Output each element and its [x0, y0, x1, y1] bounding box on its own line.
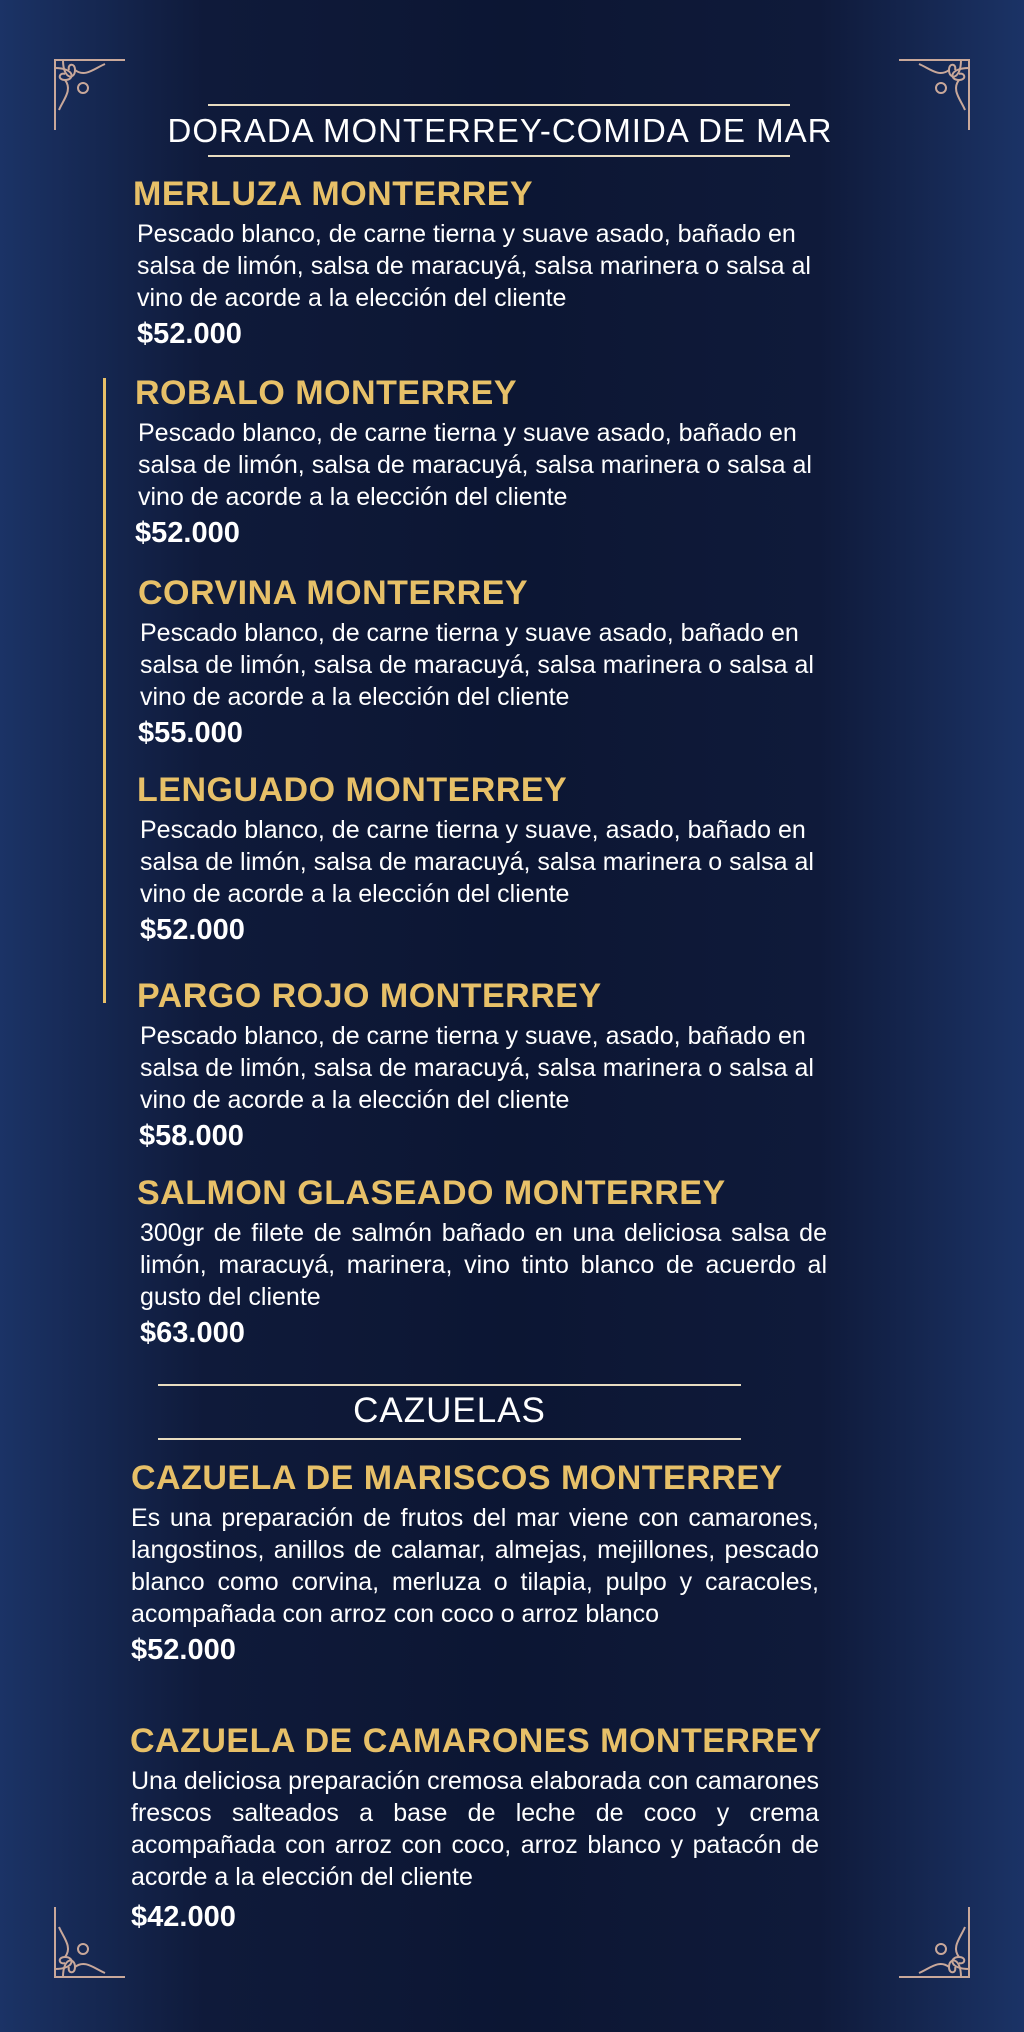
- menu-item: [130, 1721, 890, 1935]
- menu-item: [131, 1458, 871, 1668]
- item-description: 300gr de filete de salmón bañado en una deliciosa salsa de limón, maracuyá, marinera, vino tinto blanco de acuerdo al gusto del cliente: [140, 1219, 827, 1311]
- item-description: Pescado blanco, de carne tierna y suave, asado, bañado en salsa de limón, salsa de maracuyá, salsa marinera o salsa al vino de acorde a la elección del cliente: [140, 816, 814, 908]
- item-name: PARGO ROJO MONTERREY: [137, 977, 602, 1015]
- item-name: SALMON GLASEADO MONTERREY: [137, 1174, 726, 1212]
- menu-item: [137, 976, 837, 1154]
- item-description: Pescado blanco, de carne tierna y suave asado, bañado en salsa de limón, salsa de maracuyá, salsa marinera o salsa al vino de acorde a la elección del cliente: [137, 220, 811, 312]
- section-title: DORADA MONTERREY-COMIDA DE MAR: [167, 112, 833, 149]
- item-name: MERLUZA MONTERREY: [133, 175, 534, 213]
- menu-item: [133, 174, 833, 352]
- menu-item: [137, 1173, 837, 1351]
- item-name: LENGUADO MONTERREY: [137, 771, 568, 809]
- item-name: CORVINA MONTERREY: [138, 574, 529, 612]
- menu-item: [135, 373, 835, 551]
- item-price: $58.000: [139, 1120, 244, 1152]
- corner-ornament-icon: [45, 1897, 135, 1987]
- menu-item: [138, 573, 838, 751]
- corner-ornament-icon: [889, 1897, 979, 1987]
- item-name: CAZUELA DE CAMARONES MONTERREY: [130, 1722, 822, 1760]
- item-price: $52.000: [140, 914, 245, 946]
- accent-bar: [103, 378, 106, 1003]
- menu-item: [137, 770, 837, 948]
- section-title: CAZUELAS: [353, 1391, 546, 1430]
- item-price: $42.000: [131, 1901, 236, 1933]
- item-name: ROBALO MONTERREY: [135, 374, 517, 412]
- item-description: Pescado blanco, de carne tierna y suave asado, bañado en salsa de limón, salsa de maracuyá, salsa marinera o salsa al vino de acorde a la elección del cliente: [140, 619, 814, 711]
- item-price: $52.000: [137, 318, 242, 350]
- header-bottom-rule: [158, 1438, 741, 1440]
- item-price: $55.000: [138, 717, 243, 749]
- item-description: Pescado blanco, de carne tierna y suave, asado, bañado en salsa de limón, salsa de maracuyá, salsa marinera o salsa al vino de acorde a la elección del cliente: [140, 1022, 814, 1114]
- item-name: CAZUELA DE MARISCOS MONTERREY: [131, 1459, 783, 1497]
- item-price: $52.000: [135, 517, 240, 549]
- header-bottom-rule: [208, 155, 790, 157]
- item-price: $52.000: [131, 1634, 236, 1666]
- item-price: $63.000: [140, 1317, 245, 1349]
- item-description: Es una preparación de frutos del mar viene con camarones, langostinos, anillos de calamar, almejas, mejillones, pescado blanco como corvina, merluza o tilapia, pulpo y caracoles, acompañada con arroz con coco o arroz blanco: [131, 1504, 819, 1628]
- header-top-rule: [208, 104, 790, 106]
- item-description: Una deliciosa preparación cremosa elaborada con camarones frescos salteados a base de leche de coco y crema acompañada con arroz con coco, arroz blanco y patacón de acorde a la elección del cliente: [131, 1767, 819, 1891]
- item-description: Pescado blanco, de carne tierna y suave asado, bañado en salsa de limón, salsa de maracuyá, salsa marinera o salsa al vino de acorde a la elección del cliente: [138, 419, 812, 511]
- header-top-rule: [158, 1384, 741, 1386]
